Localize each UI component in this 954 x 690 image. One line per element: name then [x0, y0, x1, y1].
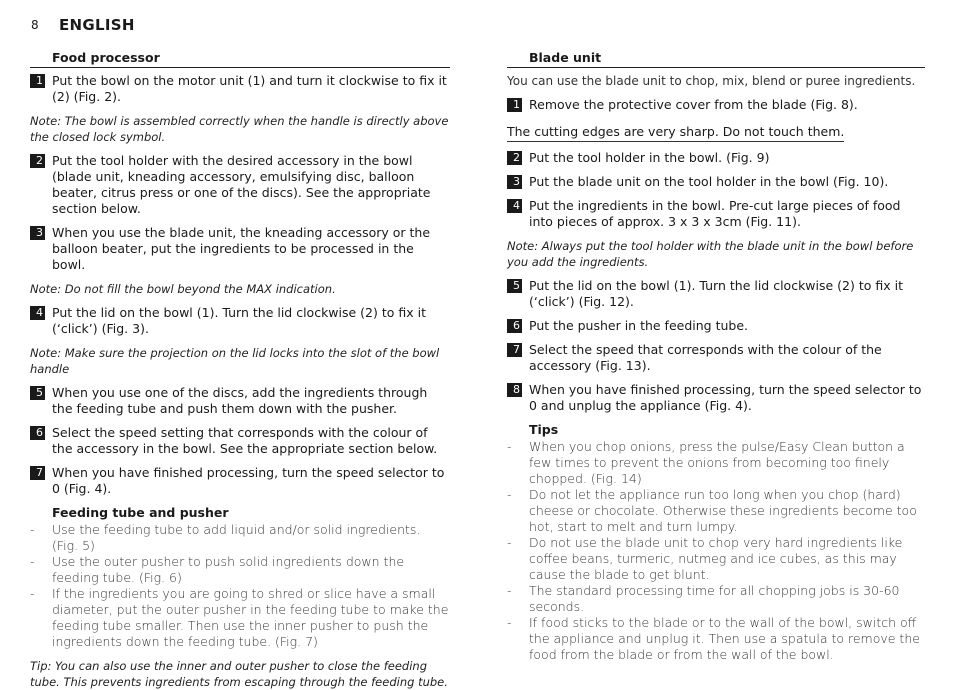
- blade-unit-instructions: [507, 150, 925, 414]
- bullet-text: If the ingredients you are going to shred or slice have a small diameter, put the outer pusher in the feeding tube to make the feeding tube smaller. Then use the inner pusher to push the ingredients down the feeding tube. (Fig. 7): [52, 586, 449, 649]
- bullet-text: When you chop onions, press the pulse/Easy Clean button a few times to prevent the onions from becoming too finely chopped. (Fig. 14): [529, 439, 905, 486]
- step-item: [30, 385, 450, 417]
- section-title-blade-unit: Blade unit: [507, 50, 925, 68]
- note-text: Note: Make sure the projection on the lid locks into the slot of the bowl handle: [30, 346, 440, 376]
- warning-text: The cutting edges are very sharp. Do not touch them.: [507, 124, 844, 142]
- step-number: 2: [30, 154, 45, 168]
- note-text: Note: Always put the tool holder with the blade unit in the bowl before you add the ingredients.: [507, 239, 914, 269]
- step-number: 5: [507, 279, 522, 293]
- bullet-text: Do not let the appliance run too long when you chop (hard) cheese or chocolate. Otherwise these ingredients become too hot, start to melt and turn lumpy.: [529, 487, 917, 534]
- step-text: When you use the blade unit, the kneading accessory or the balloon beater, put the ingredients to be processed in the bowl.: [52, 225, 431, 272]
- step-text: Put the blade unit on the tool holder in the bowl (Fig. 10).: [529, 174, 889, 189]
- bullet-dash: -: [507, 535, 512, 550]
- bullet-dash: -: [30, 554, 35, 569]
- step-text: Put the ingredients in the bowl. Pre-cut large pieces of food into pieces of approx. 3 x 3 x 3cm (Fig. 11).: [529, 198, 901, 229]
- step-number: 3: [30, 226, 45, 240]
- food-processor-instructions: [30, 73, 450, 497]
- step-number: 6: [507, 319, 522, 333]
- bullet-text: Do not use the blade unit to chop very hard ingredients like coffee beans, turmeric, nutmeg and ice cubes, as this may cause the blade to get blunt.: [529, 535, 903, 582]
- step-item: [30, 225, 450, 273]
- step-item: [507, 198, 925, 230]
- step-item: [30, 465, 450, 497]
- bullet-item: [507, 615, 925, 663]
- step-number: 8: [507, 383, 522, 397]
- bullet-item: [507, 487, 925, 535]
- step-item: [507, 97, 925, 113]
- step-text: When you have finished processing, turn the speed selector to 0 and unplug the appliance (Fig. 4).: [529, 382, 922, 413]
- step-item: [30, 425, 450, 457]
- step-item: [507, 382, 925, 414]
- step-number: 4: [507, 199, 522, 213]
- step-text: Put the lid on the bowl (1). Turn the lid clockwise (2) to fix it (‘click’) (Fig. 12).: [529, 278, 904, 309]
- step-item: [30, 73, 450, 105]
- note-text: Note: The bowl is assembled correctly when the handle is directly above the closed lock symbol.: [30, 114, 449, 144]
- step-item: [30, 153, 450, 217]
- feeding-tube-heading: Feeding tube and pusher: [52, 505, 229, 520]
- section-title-food-processor: Food processor: [30, 50, 450, 68]
- bullet-item: [507, 439, 925, 487]
- step-number: 1: [507, 98, 522, 112]
- step-text: When you have finished processing, turn the speed selector to 0 (Fig. 4).: [52, 465, 445, 496]
- bullet-text: Use the feeding tube to add liquid and/or solid ingredients. (Fig. 5): [52, 522, 421, 553]
- step-text: Select the speed setting that corresponds with the colour of the accessory in the bowl. See the appropriate section below.: [52, 425, 438, 456]
- tips-heading: Tips: [529, 422, 559, 437]
- step-text: Remove the protective cover from the blade (Fig. 8).: [529, 97, 858, 112]
- step-number: 2: [507, 151, 522, 165]
- step-text: Put the lid on the bowl (1). Turn the lid clockwise (2) to fix it (‘click’) (Fig. 3).: [52, 305, 427, 336]
- step-number: 3: [507, 175, 522, 189]
- bullet-text: The standard processing time for all chopping jobs is 30-60 seconds.: [529, 583, 900, 614]
- step-number: 6: [30, 426, 45, 440]
- note-text: Note: Do not fill the bowl beyond the MAX indication.: [30, 282, 336, 296]
- step-text: Put the bowl on the motor unit (1) and turn it clockwise to fix it (2) (Fig. 2).: [52, 73, 447, 104]
- step-item: [507, 278, 925, 310]
- bullet-item: [30, 586, 450, 650]
- step-number: 7: [507, 343, 522, 357]
- bullet-dash: -: [507, 615, 512, 630]
- feeding-tube-list: [30, 522, 450, 650]
- step-number: 1: [30, 74, 45, 88]
- bullet-text: If food sticks to the blade or to the wall of the bowl, switch off the appliance and unplug it. Then use a spatula to remove the food from the blade or from the wall of the bowl.: [529, 615, 920, 662]
- step-item: [507, 318, 925, 334]
- page-number: 8: [31, 18, 39, 32]
- bullet-text: Use the outer pusher to push solid ingredients down the feeding tube. (Fig. 6): [52, 554, 405, 585]
- bullet-item: [507, 583, 925, 615]
- bullet-dash: -: [507, 583, 512, 598]
- bullet-dash: -: [30, 522, 35, 537]
- step-item: [507, 342, 925, 374]
- bullet-dash: -: [507, 439, 512, 454]
- step-item: [507, 150, 925, 166]
- language-heading: ENGLISH: [59, 16, 135, 34]
- bullet-item: [507, 535, 925, 583]
- bullet-dash: -: [507, 487, 512, 502]
- feeding-tube-tip: Tip: You can also use the inner and outer pusher to close the feeding tube. This prevents ingredients from escaping through the feeding tube.: [30, 659, 448, 689]
- bullet-dash: -: [30, 586, 35, 601]
- right-column: [507, 50, 925, 663]
- left-column: [30, 50, 450, 690]
- blade-unit-intro: You can use the blade unit to chop, mix, blend or puree ingredients.: [507, 74, 916, 88]
- step-text: When you use one of the discs, add the ingredients through the feeding tube and push them down with the pusher.: [52, 385, 428, 416]
- step-text: Select the speed that corresponds with the colour of the accessory (Fig. 13).: [529, 342, 882, 373]
- tips-list: [507, 439, 925, 663]
- step-text: Put the pusher in the feeding tube.: [529, 318, 748, 333]
- step-number: 7: [30, 466, 45, 480]
- step-item: [30, 305, 450, 337]
- step-item: [507, 174, 925, 190]
- step-number: 4: [30, 306, 45, 320]
- bullet-item: [30, 554, 450, 586]
- step-text: Put the tool holder with the desired accessory in the bowl (blade unit, kneading accessory, emulsifying disc, balloon beater, citrus press or one of the discs). See the appropriate section below.: [52, 153, 431, 216]
- step-number: 5: [30, 386, 45, 400]
- bullet-item: [30, 522, 450, 554]
- step-text: Put the tool holder in the bowl. (Fig. 9): [529, 150, 770, 165]
